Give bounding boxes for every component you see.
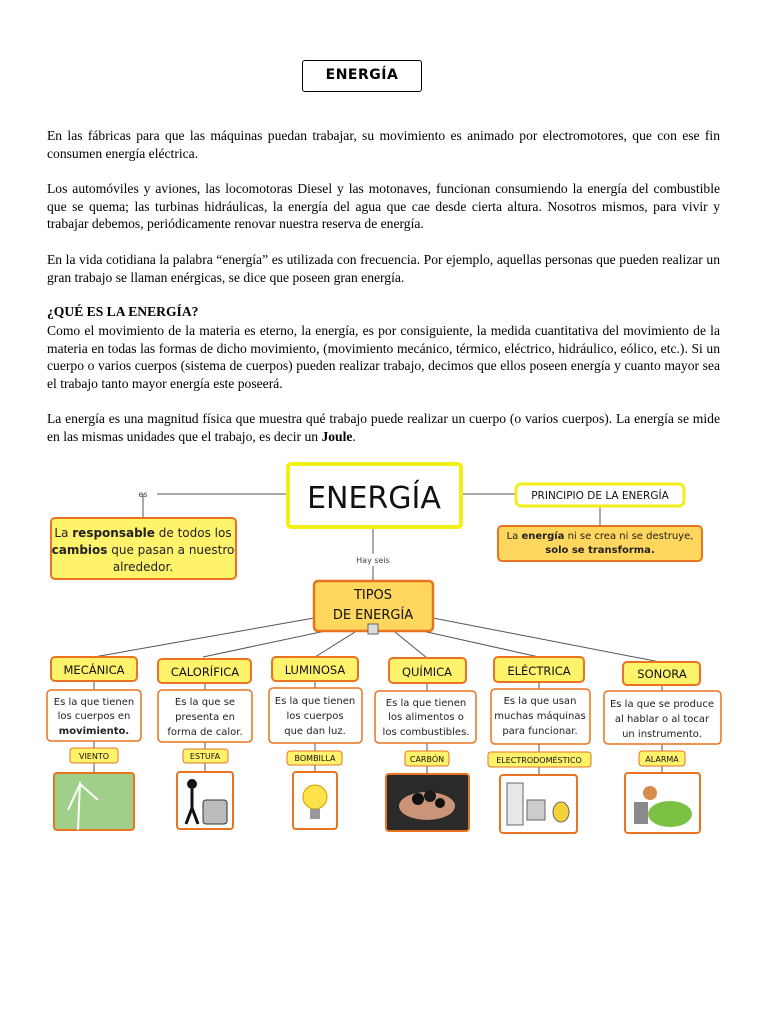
type-desc-1: Es la que se — [174, 697, 236, 708]
prin-2a: solo se — [545, 545, 589, 556]
wind-turbine-image — [54, 773, 134, 830]
type-desc-3: que dan luz. — [284, 726, 346, 737]
paragraph-factories: En las fábricas para que las máquinas puedan trabajar, su movimiento es animado por electromotores, que con ese fin consumen energía eléctrica. — [47, 128, 720, 161]
paragraph-definition: Como el movimiento de la materia es eterno, la energía, es por consiguiente, la medida cuantitativa del movimiento de la materia en todas las formas de dicho movimiento, (movimiento mecánico, térmico, eléctrico, hidráulico, eólico, etc.). Si un cuerpo o varios cuerpos (sistema de cuerpos) pueden realizar trabajo, decimos que ellos poseen energía y cuanto mayor sea el trabajo tanto mayor energía este poseerá. — [47, 323, 720, 391]
type-desc-1: Es la que tienen — [274, 696, 356, 707]
energy-center-title: ENERGÍA — [307, 481, 441, 516]
definition-line-1 — [54, 526, 231, 540]
type-desc-1: Es la que usan — [503, 696, 577, 707]
type-desc-1: Es la que tienen — [385, 698, 467, 709]
hay-seis-label: Hay seis — [356, 556, 390, 565]
type-desc-3: movimiento. — [58, 726, 130, 737]
link-icon — [368, 624, 378, 634]
type-desc-2: presenta en — [175, 712, 235, 723]
type-desc-3: un instrumento. — [622, 729, 702, 740]
type-title: CALORÍFICA — [170, 665, 240, 679]
type-desc-3: forma de calor. — [167, 727, 243, 738]
type-desc-2: los cuerpos en — [57, 711, 131, 722]
type-example: ESTUFA — [189, 752, 221, 761]
type-desc-2: muchas máquinas — [494, 711, 586, 722]
type-example: CARBÓN — [409, 755, 445, 764]
definition-line-2 — [52, 543, 235, 557]
type-title: MECÁNICA — [63, 663, 125, 677]
paragraph-vehicles: Los automóviles y aviones, las locomotoras Diesel y las motonaves, funcionan consumiendo la energía del combustible que se quema; las turbinas hidráulicas, la energía del agua que cae desde cierta altura. Nosotros mismos, para vivir y trabajar debemos, periódicamente renovar nuestra reserva de energía. — [47, 181, 720, 232]
type-desc-3: los combustibles. — [382, 727, 470, 738]
type-title: SONORA — [637, 667, 687, 681]
def-1a: La — [54, 526, 73, 540]
prin-1c: ni se crea ni se destruye, — [564, 531, 694, 542]
def-2b: que pasan a nuestro — [107, 543, 235, 557]
type-example: ELECTRODOMÉSTICO — [496, 756, 582, 765]
types-title-1: TIPOS — [353, 588, 393, 603]
paragraph-daily-life: En la vida cotidiana la palabra “energía” es utilizada con frecuencia. Por ejemplo, aquellas personas que pueden realizar un gran trabajo se llaman enérgicas, se dice que poseen gran energía. — [47, 252, 720, 285]
types-title-2: DE ENERGÍA — [332, 608, 414, 623]
principle-line-1 — [507, 530, 694, 542]
type-example: VIENTO — [78, 752, 110, 761]
type-title: LUMINOSA — [284, 663, 346, 677]
type-title: ELÉCTRICA — [507, 664, 571, 678]
type-desc-3: para funcionar. — [502, 726, 578, 737]
prin-2b: transforma — [588, 545, 651, 556]
prin-2c: . — [650, 545, 655, 556]
principle-line-2 — [545, 545, 655, 556]
def-1b: responsable — [72, 526, 155, 540]
type-quimica — [375, 658, 476, 831]
joule-unit: Joule — [321, 428, 353, 444]
type-desc-2: los alimentos o — [388, 712, 464, 723]
type-desc-1: Es la que tienen — [53, 697, 135, 708]
es-label: es — [138, 490, 148, 499]
type-desc-1: Es la que se produce — [609, 699, 715, 710]
unit-text: La energía es una magnitud física que muestra qué trabajo puede realizar un cuerpo (o varios cuerpos). La energía se mide en las mismas unidades que el trabajo, es decir un — [47, 411, 720, 444]
document-title: ENERGÍA — [302, 60, 422, 92]
def-2a: cambios — [51, 543, 108, 557]
def-1c: de todos los — [154, 526, 232, 540]
type-desc-2: los cuerpos — [286, 711, 344, 722]
type-desc-2: al hablar o al tocar — [614, 714, 710, 725]
section-heading: ¿QUÉ ES LA ENERGÍA? — [47, 304, 199, 319]
type-example: BOMBILLA — [294, 754, 336, 763]
prin-1b: energía — [521, 531, 565, 542]
type-title: QUÍMICA — [401, 665, 453, 679]
unit-period: . — [352, 428, 356, 444]
principle-title: PRINCIPIO DE LA ENERGÍA — [531, 490, 669, 502]
type-example: ALARMA — [645, 755, 679, 764]
definition-line-3: alrededor. — [112, 560, 174, 574]
prin-1a: La — [506, 531, 522, 542]
